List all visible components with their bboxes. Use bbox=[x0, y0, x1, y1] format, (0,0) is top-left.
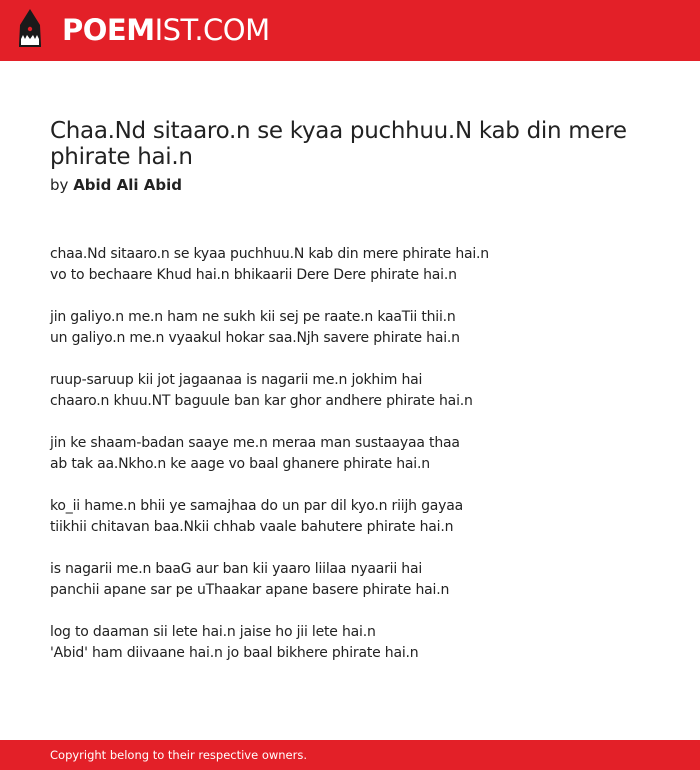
author-name: Abid Ali Abid bbox=[73, 176, 182, 194]
stanza bbox=[50, 496, 670, 538]
stanza bbox=[50, 559, 670, 601]
copyright-text: Copyright belong to their respective owners. bbox=[50, 748, 308, 762]
poem-line: ab tak aa.Nkho.n ke aage vo baal ghanere phirate hai.n bbox=[50, 456, 430, 472]
poem-line: panchii apane sar pe uThaakar apane basere phirate hai.n bbox=[50, 582, 450, 598]
logo-light-part: IST.COM bbox=[154, 13, 270, 47]
poem-line: vo to bechaare Khud hai.n bhikaarii Dere Dere phirate hai.n bbox=[50, 267, 457, 283]
poem-line: ruup-saruup kii jot jagaanaa is nagarii me.n jokhim hai bbox=[50, 372, 423, 388]
poem-line: chaaro.n khuu.NT baguule ban kar ghor andhere phirate hai.n bbox=[50, 393, 473, 409]
poem-line: 'Abid' ham diivaane hai.n jo baal bikhere phirate hai.n bbox=[50, 645, 419, 661]
logo-bold-part: POEM bbox=[62, 13, 155, 47]
poem-line: chaa.Nd sitaaro.n se kyaa puchhuu.N kab din mere phirate hai.n bbox=[50, 246, 489, 262]
site-footer bbox=[0, 740, 700, 770]
site-logo[interactable] bbox=[62, 13, 270, 47]
pen-nib-icon[interactable] bbox=[17, 9, 43, 53]
site-header bbox=[0, 0, 700, 61]
poem-body bbox=[50, 244, 670, 685]
poem-line: tiikhii chitavan baa.Nkii chhab vaale bahutere phirate hai.n bbox=[50, 519, 454, 535]
poem-line: is nagarii me.n baaG aur ban kii yaaro liilaa nyaarii hai bbox=[50, 561, 423, 577]
poem-line: jin galiyo.n me.n ham ne sukh kii sej pe raate.n kaaTii thii.n bbox=[50, 309, 456, 325]
poem-line: log to daaman sii lete hai.n jaise ho jii lete hai.n bbox=[50, 624, 376, 640]
stanza bbox=[50, 370, 670, 412]
stanza bbox=[50, 244, 670, 286]
poem-title: Chaa.Nd sitaaro.n se kyaa puchhuu.N kab din mere phirate hai.n bbox=[50, 118, 627, 170]
poem-header bbox=[50, 118, 660, 195]
poem-line: jin ke shaam-badan saaye me.n meraa man sustaayaa thaa bbox=[50, 435, 460, 451]
by-label: by bbox=[50, 176, 69, 194]
byline bbox=[50, 175, 660, 195]
poem-line: un galiyo.n me.n vyaakul hokar saa.Njh savere phirate hai.n bbox=[50, 330, 460, 346]
stanza bbox=[50, 307, 670, 349]
stanza bbox=[50, 433, 670, 475]
poem-line: ko_ii hame.n bhii ye samajhaa do un par dil kyo.n riijh gayaa bbox=[50, 498, 464, 514]
stanza bbox=[50, 622, 670, 664]
